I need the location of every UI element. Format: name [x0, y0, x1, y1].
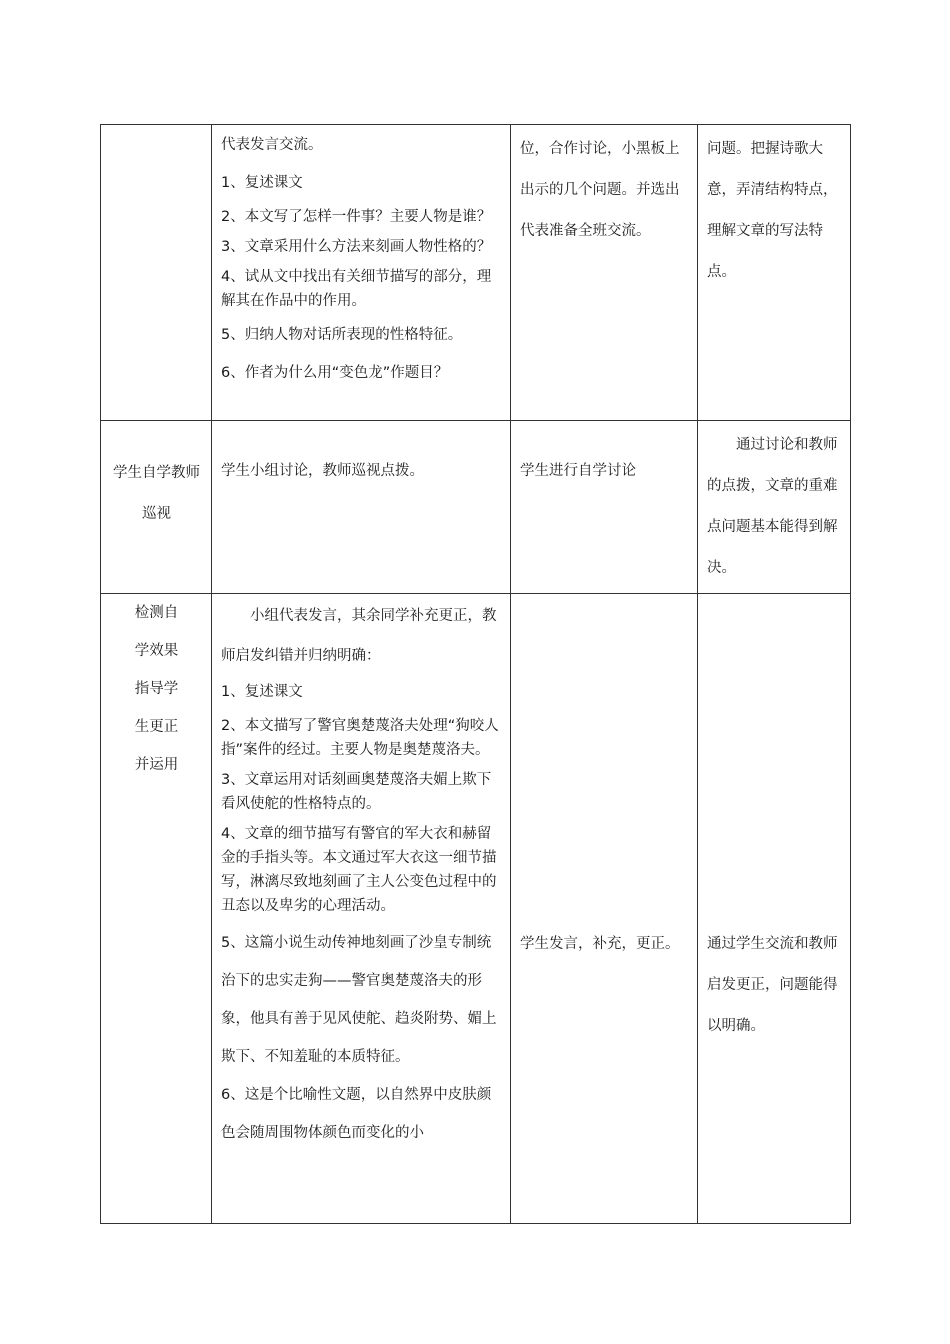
teacher-line: 2、本文描写了警官奥楚蔑洛夫处理“狗咬人指”案件的经过。主要人物是奥楚蔑洛夫。	[221, 718, 499, 758]
lesson-plan-table	[100, 124, 851, 1224]
table-row	[101, 125, 851, 421]
teacher-line: 4、文章的细节描写有警官的军大衣和赫留金的手指头等。本文通过军大衣这一细节描写，淋漓尽致地刻画了主人公变色过程中的丑态以及卑劣的心理活动。	[221, 826, 497, 914]
teacher-line: 6、这是个比喻性文题，以自然界中皮肤颜色会随周围物体颜色而变化的小	[221, 1087, 492, 1141]
student-activity-cell: 学生进行自学讨论	[511, 421, 698, 594]
teacher-line: 2、本文写了怎样一件事？主要人物是谁？	[221, 209, 492, 225]
student-activity-cell: 学生发言，补充，更正。	[511, 594, 698, 1224]
stage-cell: 检测自 学效果 指导学 生更正 并运用	[101, 594, 212, 1224]
stage-cell	[101, 125, 212, 421]
teacher-activity-cell	[212, 594, 511, 1224]
table-row	[101, 421, 851, 594]
table-row	[101, 594, 851, 1224]
design-intent-cell: 问题。把握诗歌大意，弄清结构特点，理解文章的写法特点。	[698, 125, 851, 421]
teacher-line: 6、作者为什么用“变色龙”作题目？	[221, 365, 449, 381]
teacher-line: 5、归纳人物对话所表现的性格特征。	[221, 327, 463, 343]
teacher-line: 3、文章采用什么方法来刻画人物性格的？	[221, 239, 492, 255]
teacher-line: 5、这篇小说生动传神地刻画了沙皇专制统治下的忠实走狗——警官奥楚蔑洛夫的形象，他具有善于见风使舵、趋炎附势、媚上欺下、不知羞耻的本质特征。	[221, 935, 497, 1065]
design-intent-cell: 通过讨论和教师的点拨，文章的重难点问题基本能得到解决。	[698, 421, 851, 594]
teacher-line: 1、复述课文	[221, 175, 303, 191]
teacher-line: 代表发言交流。	[221, 137, 323, 153]
teacher-line: 3、文章运用对话刻画奥楚蔑洛夫媚上欺下看风使舵的性格特点的。	[221, 772, 492, 812]
teacher-line: 1、复述课文	[221, 684, 303, 700]
teacher-activity-cell	[212, 421, 511, 594]
stage-cell: 学生自学教师巡视	[101, 421, 212, 594]
student-activity-cell: 位，合作讨论，小黑板上出示的几个问题。并选出代表准备全班交流。	[511, 125, 698, 421]
design-intent-cell: 通过学生交流和教师启发更正，问题能得以明确。	[698, 594, 851, 1224]
teacher-line: 学生小组讨论，教师巡视点拨。	[221, 463, 424, 479]
teacher-activity-cell	[212, 125, 511, 421]
teacher-line: 4、试从文中找出有关细节描写的部分，理解其在作品中的作用。	[221, 269, 492, 309]
teacher-line: 小组代表发言，其余同学补充更正，教师启发纠错并归纳明确：	[221, 608, 497, 664]
